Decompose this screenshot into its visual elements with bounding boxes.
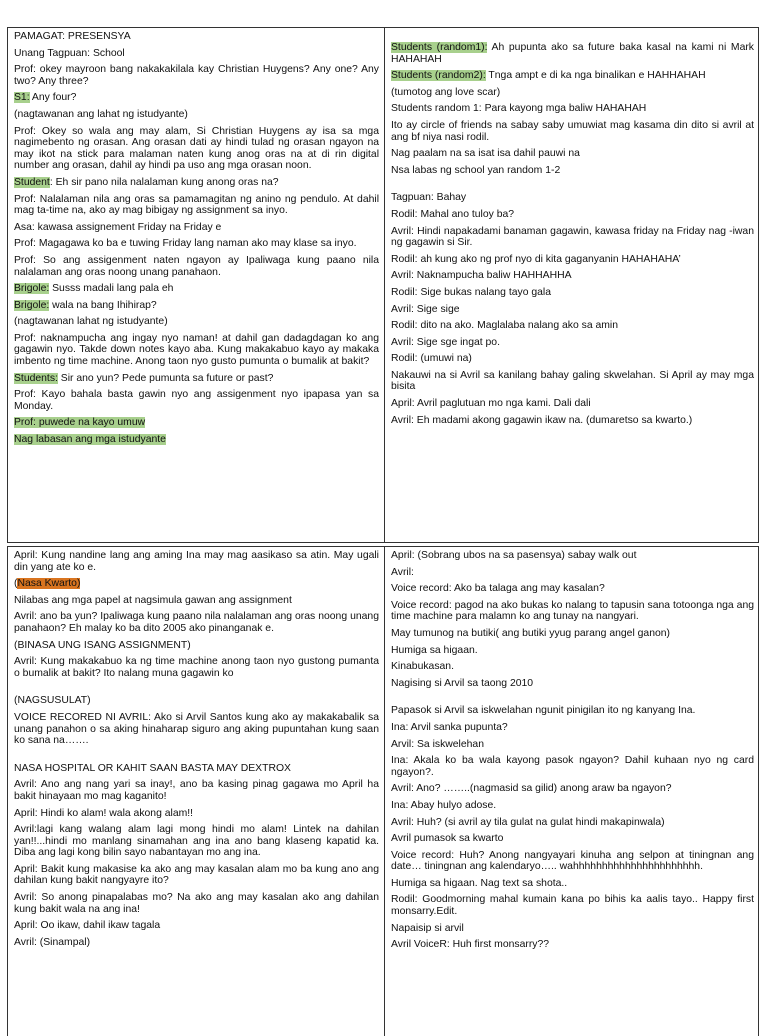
line-text: Papasok si Arvil sa iskwelahan ngunit pinigilan ito ng kanyang Ina. (391, 705, 696, 717)
line-text: Avril: So anong pinapalabas mo? Na ako ang may kasalan ako ang dahilan kung bakit wala na ang ina! (14, 892, 379, 915)
script-line (14, 656, 379, 679)
script-line (391, 678, 754, 690)
line-text: Nagising si Arvil sa taong 2010 (391, 677, 534, 689)
script-line (14, 640, 379, 652)
script-line (14, 389, 379, 412)
blank-line (14, 752, 379, 763)
script-line (14, 712, 379, 747)
line-text: (tumotog ang love scar) (391, 86, 501, 98)
line-text: Rodil: Sige bukas nalang tayo gala (391, 286, 552, 298)
script-line (391, 337, 754, 349)
line-text: Voice record: pagod na ako bukas ko nalang to tapusin sana totoonga nga ang time machine para malamn ko ang tunay na nangyari. (391, 599, 754, 623)
top-right-column (385, 28, 759, 542)
script-line (14, 238, 379, 250)
script-line (14, 695, 379, 707)
line-text: Avril: Hindi napakadami banaman gagawin, kawasa friday na Friday nag -iwan ng gagawin si Sir. (391, 225, 754, 249)
script-line (391, 833, 754, 845)
line-text: Ina: Arvil sanka pupunta? (391, 721, 508, 733)
script-line (14, 779, 379, 802)
script-line (14, 892, 379, 915)
blank-line (391, 31, 754, 42)
script-line (14, 31, 379, 43)
line-text: Ina: Akala ko ba wala kayong pasok ngayon? Dahil kuhaan nyo ng card ngayon?. (391, 755, 754, 778)
script-line (391, 722, 754, 734)
blank-line (14, 684, 379, 695)
script-line (391, 878, 754, 890)
script-line (391, 817, 754, 829)
blank-line (391, 694, 754, 705)
line-text: April: (Sobrang ubos na sa pasensya) sabay walk out (391, 550, 637, 561)
line-text: VOICE RECORED NI AVRIL: Ako si Arvil Santos kung ako ay makakabalik sa unang panahon o sa aking hinaharap siguro ang aking pupuntahan kung saan ko sana na……. (14, 711, 379, 747)
bottom-left-column (8, 547, 384, 1036)
line-text: Prof: Nalalaman nila ang oras sa pamamagitan ng anino ng pendulo. At dahil mag ta-time na, ako ay mag bibigay ng assignment sa inyo. (14, 193, 379, 217)
line-text: (nagtawanan lahat ng istudyante) (14, 316, 168, 328)
script-line (391, 70, 754, 82)
line-text: (NAGSUSULAT) (14, 695, 91, 707)
line-text: Humiga sa higaan. (391, 644, 478, 656)
line-text: Ito ay circle of friends na sabay saby umuwiat mag kasama din dito si avril at ang bf niya nasi rodil. (391, 119, 754, 143)
line-text: Nag paalam na sa isat isa dahil pauwi na (391, 148, 580, 160)
script-line (391, 304, 754, 316)
script-line (391, 148, 754, 160)
line-text: Avril:lagi kang walang alam lagi mong hindi mo alam! Lintek na dahilan yan!!...hindi mo manlang sinamahan ang ina ano bang klaseng kapatid ka. Diba ang lagi kong bilin sayo nabantayan mo ang ina. (14, 824, 379, 859)
highlighted-text: Prof: puwede na kayo umuw (14, 417, 146, 429)
script-line (391, 398, 754, 410)
line-text: Tagpuan: Bahay (391, 192, 467, 204)
line-text: Humiga sa higaan. Nag text sa shota.. (391, 877, 568, 889)
script-line (391, 320, 754, 332)
script-line (14, 611, 379, 634)
script-line (14, 550, 379, 573)
script-line (391, 800, 754, 812)
script-line (391, 783, 754, 795)
line-text: Prof: Kayo bahala basta gawin nyo ang assigenment nyo ipapasa yan sa Monday. (14, 389, 379, 412)
highlighted-text: Nasa Kwarto) (17, 578, 81, 590)
line-text: April: Kung nandine lang ang aming Ina may mag aasikaso sa atin. May ugali din yang ate ko e. (14, 550, 379, 573)
line-text: Avril: Huh? (si avril ay tila gulat na gulat hindi makapinwala) (391, 816, 665, 828)
script-page-bottom (7, 546, 759, 1036)
line-text: Rodil: Mahal ano tuloy ba? (391, 208, 515, 220)
line-text: Rodil: Goodmorning mahal kumain kana po bihis ka aalis tayo.. Happy first monsarry.Edit. (391, 894, 754, 918)
line-text: : Eh sir pano nila nalalaman kung anong oras na? (49, 176, 279, 188)
highlighted-text: Nag labasan ang mga istudyante (14, 434, 166, 446)
script-line (14, 64, 379, 87)
line-text: Avril: ano ba yun? Ipaliwaga kung paano nila nalalaman ang oras noong unang panahaon? Eh malay ko ba dito 2005 ako pinanganak e. (14, 611, 379, 634)
script-line (14, 92, 379, 104)
script-line (391, 661, 754, 673)
script-line (391, 600, 754, 623)
line-text: Asa: kawasa assignement Friday na Friday e (14, 221, 222, 233)
script-line (391, 894, 754, 917)
line-text: Napaisip si arvil (391, 922, 464, 934)
script-line (391, 42, 754, 65)
line-text: Avril: Sige sge ingat po. (391, 336, 500, 348)
script-line (14, 920, 379, 932)
line-text: Voice record: Ako ba talaga ang may kasalan? (391, 583, 605, 595)
script-line (391, 939, 754, 951)
line-text: Prof: Magagawa ko ba e tuwing Friday lang naman ako may klase sa inyo. (14, 238, 357, 250)
line-text: Rodil: ah kung ako ng prof nyo di kita gaganyanin HAHAHAHA’ (391, 253, 681, 265)
script-line (14, 194, 379, 217)
script-line (391, 226, 754, 249)
blank-line (391, 181, 754, 192)
line-text: Sir ano yun? Pede pumunta sa future or past? (57, 372, 274, 384)
script-line (391, 415, 754, 427)
script-line (14, 595, 379, 607)
highlighted-text: S1: (14, 92, 30, 104)
script-line (391, 739, 754, 751)
highlighted-text: Students: (14, 372, 58, 384)
line-text: Ina: Abay hulyo adose. (391, 799, 497, 811)
line-text: NASA HOSPITAL OR KAHIT SAAN BASTA MAY DEXTROX (14, 762, 291, 774)
script-line (391, 165, 754, 177)
script-line (391, 850, 754, 873)
line-text: April: Hindi ko alam! wala akong alam!! (14, 807, 194, 819)
line-text: Prof: naknampucha ang ingay nyo naman! at dahil gan dadagdagan ko ang gagawin nyo. Takde down notes kayo aba. Kung makakabuo kayo ay makaka imbento ng time machine. Anong taon nyo gusto pumunta o bumalik at bakit? (14, 332, 379, 368)
script-line (14, 434, 379, 446)
highlighted-text: Students (random2): (391, 70, 486, 82)
script-line (14, 937, 379, 949)
line-text: (nagtawanan ang lahat ng istudyante) (14, 108, 188, 120)
line-text: Any four? (29, 92, 77, 104)
script-line (14, 255, 379, 278)
line-text: Avril: Sige sige (391, 303, 460, 315)
line-text: Arvil: Sa iskwelehan (391, 738, 484, 750)
line-text: April: Avril paglutuan mo nga kami. Dali dali (391, 398, 591, 410)
highlighted-text: Students (random1): (391, 42, 488, 53)
script-line (391, 628, 754, 640)
line-text: Students random 1: Para kayong mga baliw HAHAHAH (391, 103, 647, 115)
script-line (391, 583, 754, 595)
line-text: Avril: (Sinampal) (14, 936, 91, 948)
script-line (14, 417, 379, 429)
line-text: (BINASA UNG ISANG ASSIGNMENT) (14, 639, 191, 651)
script-line (14, 109, 379, 121)
line-text: Avril: (391, 566, 414, 578)
line-text: Kinabukasan. (391, 661, 454, 673)
script-line (14, 864, 379, 887)
line-text: April: Oo ikaw, dahil ikaw tagala (14, 920, 161, 932)
script-line (14, 824, 379, 859)
line-text: Avril pumasok sa kwarto (391, 833, 504, 845)
script-line (391, 209, 754, 221)
script-line (391, 120, 754, 143)
highlighted-text: Brigole: (14, 299, 50, 311)
script-line (391, 550, 754, 562)
line-text: Ah pupunta ako sa future baka kasal na kami ni Mark HAHAHAH (391, 42, 755, 65)
line-text: ( (14, 578, 18, 590)
script-line (14, 373, 379, 385)
script-line (14, 177, 379, 189)
script-line (391, 87, 754, 99)
script-line (14, 222, 379, 234)
script-line (391, 254, 754, 266)
script-line (391, 370, 754, 393)
line-text: Avril: Ano? ……..(nagmasid sa gilid) anong araw ba ngayon? (391, 783, 672, 795)
script-line (14, 48, 379, 60)
script-line (14, 283, 379, 295)
line-text: Rodil: (umuwi na) (391, 353, 472, 365)
bottom-right-column (385, 547, 759, 1036)
script-line (391, 755, 754, 778)
script-page-top (7, 27, 759, 543)
script-line (391, 270, 754, 282)
script-line (391, 645, 754, 657)
script-line (391, 923, 754, 935)
line-text: Avril: Kung makakabuo ka ng time machine anong taon nyo gustong pumanta o bumalik at bakit? Ito nalang muna gagawin ko (14, 656, 379, 679)
script-line (14, 808, 379, 820)
line-text: Avril VoiceR: Huh first monsarry?? (391, 939, 550, 951)
script-line (391, 705, 754, 717)
script-line (391, 192, 754, 204)
line-text: Prof: Okey so wala ang may alam, Si Christian Huygens ay isa sa mga nagimebento ng orasan. Ang orasan dati ay hindi tulad ng orasan ngayon na may ikot na stick para malaman naten kung anog oras na at di rin digital number ang orasan, dahil ay hindi pa uso ang mga orasan noon. (14, 125, 379, 172)
script-line (14, 333, 379, 368)
script-line (14, 126, 379, 172)
line-text: Avril: Ano ang nang yari sa inay!, ano ba kasing pinag gagawa mo April ha bakit hinayaan mo mag kaganito! (14, 779, 379, 802)
line-text: Unang Tagpuan: School (14, 47, 125, 59)
script-line (14, 763, 379, 775)
line-text: Prof: okey mayroon bang nakakakilala kay Christian Huygens? Any one? Any two? Any three? (14, 64, 379, 87)
line-text: Voice record: Huh? Anong nangyayari kinuha ang selpon at tiningnan ang date… tiningnan ang kalendaryo….. wahhhhhhhhhhhhhhhhhhhhhh. (391, 849, 754, 873)
highlighted-text: Brigole: (14, 283, 50, 295)
top-left-column (8, 28, 384, 542)
script-line (14, 300, 379, 312)
script-line (391, 287, 754, 299)
line-text: Avril: Naknampucha baliw HAHHAHHA (391, 270, 572, 282)
line-text: April: Bakit kung makasise ka ako ang may kasalan alam mo ba kung ano ang dahilan kung bakit nangyayre ito? (14, 863, 379, 887)
line-text: Nakauwi na si Avril sa kanilang bahay galing skwelahan. Si April ay may mga bisita (391, 369, 754, 393)
line-text: May tumunog na butiki( ang butiki yyug parang angel ganon) (391, 627, 670, 639)
line-text: Tnga ampt e di ka nga binalikan e HAHHAHAH (485, 70, 706, 82)
script-line (391, 567, 754, 579)
script-line (14, 316, 379, 328)
script-line (14, 578, 379, 590)
line-text: PAMAGAT: PRESENSYA (14, 31, 131, 42)
line-text: Avril: Eh madami akong gagawin ikaw na. (dumaretso sa kwarto.) (391, 414, 693, 426)
script-line (391, 353, 754, 365)
highlighted-text: Student (14, 176, 50, 188)
line-text: Susss madali lang pala eh (49, 283, 174, 295)
line-text: Nilabas ang mga papel at nagsimula gawan ang assignment (14, 594, 292, 606)
line-text: Rodil: dito na ako. Maglalaba nalang ako sa amin (391, 320, 619, 332)
script-line (391, 103, 754, 115)
line-text: Nsa labas ng school yan random 1-2 (391, 164, 561, 176)
line-text: wala na bang Ihihirap? (49, 299, 157, 311)
line-text: Prof: So ang assigenment naten ngayon ay Ipaliwaga kung paano nila nalalaman ang oras noong unang panahaon. (14, 254, 379, 278)
